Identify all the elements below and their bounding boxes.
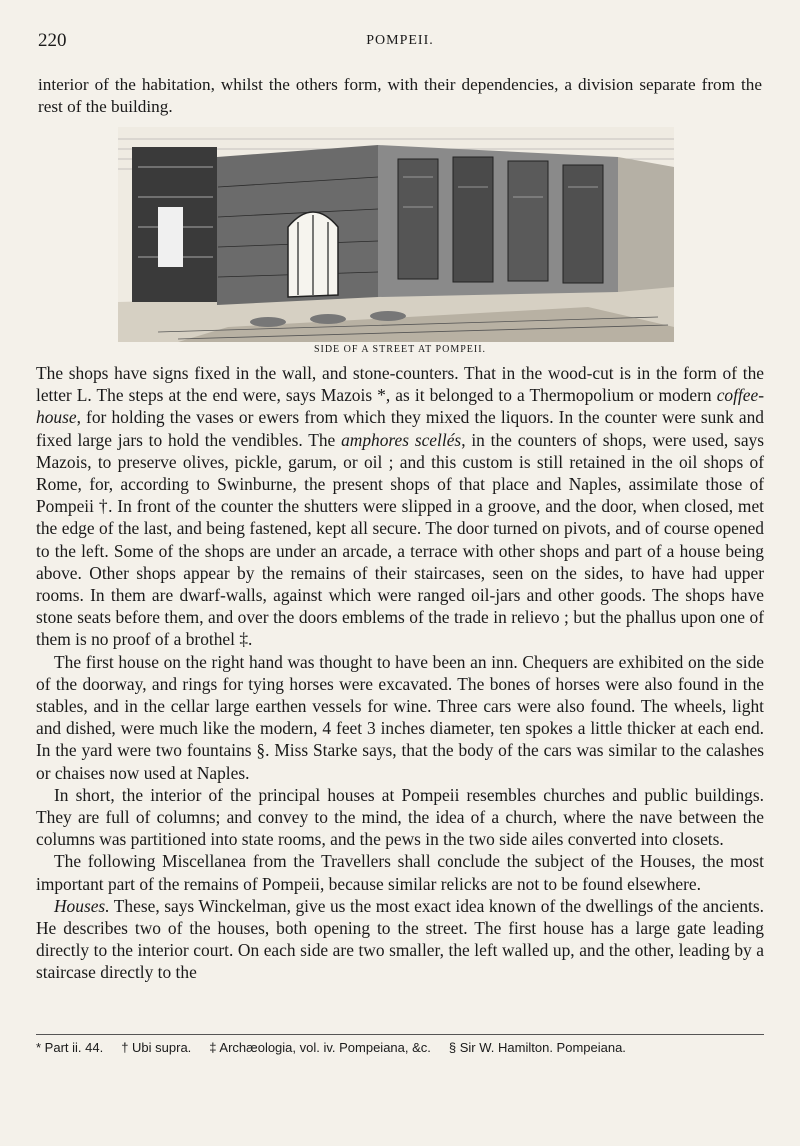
footnote-divider	[36, 1034, 764, 1035]
footnote: † Ubi supra.	[121, 1040, 192, 1055]
body-text	[36, 362, 764, 984]
page-number: 220	[38, 30, 67, 51]
footnote: ‡ Archæologia, vol. iv. Pompeiana, &c.	[209, 1040, 431, 1055]
paragraph-miscellanea: The following Miscellanea from the Travellers shall conclude the subject of the Houses, the most important part of the remains of Pompeii, because similar relicks are not to be found elsewhere.	[36, 851, 764, 894]
footnote: * Part ii. 44.	[36, 1040, 104, 1055]
paragraph-inn: The first house on the right hand was thought to have been an inn. Chequers are exhibited on the side of the doorway, and rings for tying horses were excavated. The bones of horses were also found in the stables, and in the cellar large earthen vessels for wine. Three cars were also found. The wheels, light and dished, were much like the modern, 4 feet 3 inches diameter, ten spokes a little thicker at each end. In the yard were two fountains §. Miss Starke says, that the body of the cars was similar to the calashes or chaises now used at Naples.	[36, 651, 764, 783]
paragraph-houses: Houses. These, says Winckelman, give us the most exact idea known of the dwellings of the ancients. He describes two of the houses, both opening to the street. The first house has a large gate leading directly to the interior court. On each side are two smaller, the left walled up, and the other, leading by a staircase directly to the	[36, 895, 764, 983]
paragraph-interior: In short, the interior of the principal houses at Pompeii resembles churches and public buildings. They are full of columns; and convey to the mind, the idea of a church, where the nave between the columns was partitioned into state rooms, and the pews in the two side ailes converted into closets.	[36, 784, 764, 850]
running-title: POMPEII.	[366, 33, 434, 48]
footnotes	[36, 1040, 764, 1055]
footnote: § Sir W. Hamilton. Pompeiana.	[448, 1040, 626, 1055]
intro-paragraph: interior of the habitation, whilst the others form, with their dependencies, a division separate from the rest of the building.	[38, 75, 762, 116]
street-woodcut-figure	[118, 127, 674, 342]
street-woodcut-illustration	[118, 127, 674, 342]
figure-caption: SIDE OF A STREET AT POMPEII.	[313, 344, 487, 355]
paragraph-shops: The shops have signs fixed in the wall, and stone-counters. That in the wood-cut is in the form of the letter L. The steps at the end were, says Mazois *, as it belonged to a Thermopolium or modern coffee-house, for holding the vases or ewers from which they mixed the liquors. In the counter were sunk and fixed large jars to hold the vendibles. The amphores scellés, in the counters of shops, were used, says Mazois, to preserve olives, pickle, garum, or oil ; and this custom is still retained in the oil shops of Rome, for, according to Swinburne, the present shops of that place and Naples, assimilate those of Pompeii †. In front of the counter the shutters were slipped in a groove, and the door, when closed, met the edge of the last, and being fastened, kept all secure. The door turned on pivots, and of course opened to the left. Some of the shops are under an arcade, a terrace with other shops and part of a house being above. Other shops appear by the remains of their staircases, seen on the sides, to have had upper rooms. In them are dwarf-walls, against which were ranged oil-jars and other goods. The shops have stone seats before them, and over the doors emblems of the trade in relievo ; but the phallus upon one of them is no proof of a brothel ‡.	[36, 363, 765, 650]
